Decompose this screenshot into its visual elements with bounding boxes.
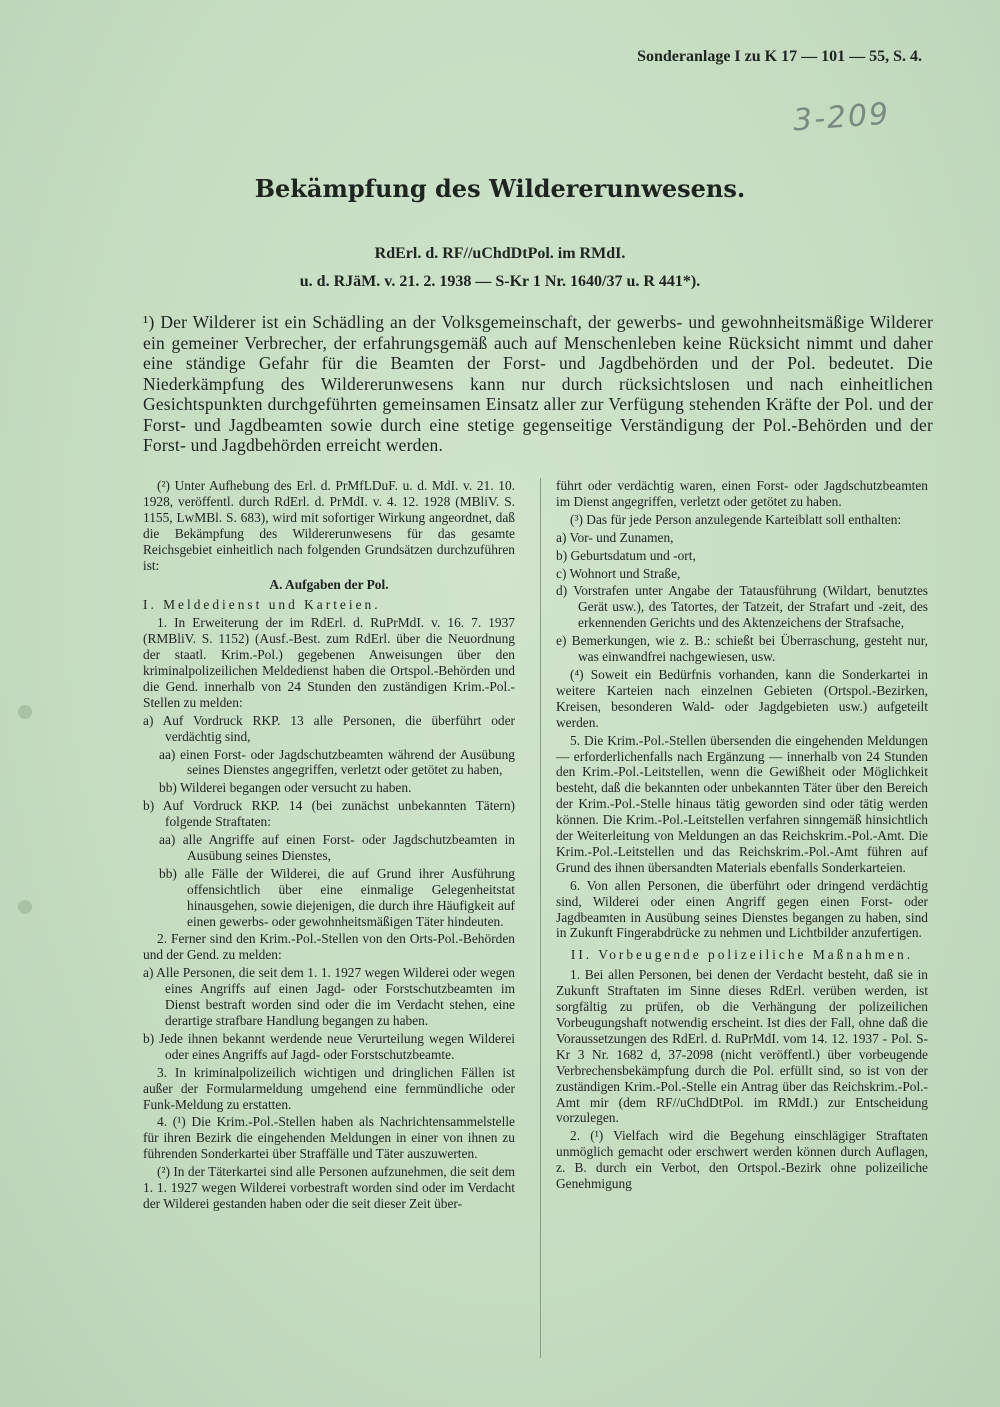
right-column: [556, 478, 928, 1194]
paragraph-3: 3. In kriminalpolizeilich wichtigen und dringlichen Fällen ist außer der Formularmeldung umgehend eine fernmündliche oder Funk-Meldung zu erstatten.: [143, 1064, 515, 1112]
card-item-a: a) Vor- und Zunamen,: [556, 529, 674, 545]
list-item-2a: a) Alle Personen, die seit dem 1. 1. 1927 wegen Wilderei oder wegen eines Angriffs auf einen Jagd- oder Forstschutzbeamten im Dienst bestraft worden sind oder die im Verdacht stehen, eine derartige strafbare Handlung begangen zu haben.: [143, 965, 515, 1028]
decree-line-1: RdErl. d. RF//uChdDtPol. im RMdI.: [374, 245, 626, 262]
left-column: [143, 478, 515, 1214]
list-item-b: b) Auf Vordruck RKP. 14 (bei zunächst unbekannten Tätern) folgende Straftaten:: [143, 798, 515, 830]
punch-hole-mark: [18, 705, 32, 719]
list-item-aa: aa) einen Forst- oder Jagdschutzbeamten während der Ausübung seines Dienstes angegriffen, verletzt oder getötet zu haben,: [159, 746, 515, 778]
subsection-ii-heading: II. Vorbeugende polizeiliche Maßnahmen.: [570, 947, 914, 963]
paragraph-5: 5. Die Krim.-Pol.-Stellen übersenden die eingehenden Meldungen — erforderlichenfalls nach Ergänzung — innerhalb von 24 Stunden den Krim.-Pol.-Leitstellen, wenn die Gewißheit oder Möglichkeit besteht, daß die bekannten oder unbekannten Täter über den Bereich der Krim.-Pol.-Stelle hinaus tätig geworden sind oder tätig werden können. Die Krim.-Pol.-Leitstellen verfahren sinngemäß hinsichtlich der Weiterleitung von Meldungen an das Reichskrim.-Pol.-Amt. Die Krim.-Pol.-Leitstellen und das Reichskrim.-Pol.-Amt führen auf Grund des ihnen übersandten Materials ebenfalls Sonderkarteien.: [556, 732, 928, 875]
card-item-c: c) Wohnort und Straße,: [556, 565, 681, 581]
paragraph-4: 4. (¹) Die Krim.-Pol.-Stellen haben als Nachrichtensammelstelle für ihren Bezirk die eingehenden Meldungen in einer von ihnen zu führenden Sonderkartei über Straffälle und Täter auszuwerten.: [143, 1114, 515, 1162]
list-item-bb: bb) Wilderei begangen oder versucht zu haben.: [159, 780, 412, 796]
card-item-b: b) Geburtsdatum und -ort,: [556, 547, 696, 563]
column-divider: [540, 478, 541, 1358]
card-item-e: e) Bemerkungen, wie z. B.: schießt bei Überraschung, gesteht nur, was einwandfrei nachgewiesen, usw.: [556, 633, 928, 665]
card-item-d: d) Vorstrafen unter Angabe der Tatausführung (Wildart, benutztes Gerät usw.), des Tatortes, der Tatzeit, der Strafart und -zeit, des erkennenden Gerichts und des Aktenzeichens der Strafsache,: [556, 583, 928, 631]
paragraph-ii-2: 2. (¹) Vielfach wird die Begehung einschlägiger Straftaten unmöglich gemacht oder erschwert werden können durch Auflagen, z. B. durch ein Verbot, den Ortspol.-Bezirk ohne polizeiliche Genehmigung: [556, 1128, 928, 1192]
section-a-heading: A. Aufgaben der Pol.: [269, 577, 389, 593]
header-reference: Sonderanlage I zu K 17 — 101 — 55, S. 4.: [637, 48, 922, 65]
list-item-2b: b) Jede ihnen bekannt werdende neue Verurteilung wegen Wilderei oder eines Angriffs auf Jagd- oder Forstschutzbeamte.: [143, 1030, 515, 1062]
paragraph-2: 2. Ferner sind den Krim.-Pol.-Stellen von den Orts-Pol.-Behörden und der Gend. zu melden:: [143, 931, 515, 963]
continuation-paragraph: führt oder verdächtig waren, einen Forst- oder Jagdschutzbeamten im Dienst angegriffen, verletzt oder getötet zu haben.: [556, 478, 928, 509]
list-item-b-aa: aa) alle Angriffe auf einen Forst- oder Jagdschutzbeamten in Ausübung seines Dienstes,: [159, 832, 515, 863]
preamble-paragraph: ¹) Der Wilderer ist ein Schädling an der Volksgemeinschaft, der gewerbs- und gewohnheitsmäßige Wilderer ein gemeiner Verbrecher, der erfahrungsgemäß auch auf Menschenleben keine Rücksicht nimmt und daher eine ständige Gefahr für die Beamten der Forst- und Jagdbehörden und der Pol. bedeutet. Die Niederkämpfung des Wildererunwesens kann nur durch rücksichtslosen und nach einheitlichen Gesichtspunkten durchgeführten gemeinsamen Einsatz aller zur Verfügung stehenden Kräfte der Pol. und der Forst- und Jagdbeamten sowie durch eine stetige gegenseitige Verständigung der Pol.-Behörden und der Forst- und Jagdbehörden erreicht werden.: [143, 312, 933, 455]
paragraph-6: 6. Von allen Personen, die überführt oder dringend verdächtig sind, Wilderei oder einen Angriff gegen einen Forst- oder Jagdbeamten in Ausübung seines Dienstes begangen zu haben, sind in Zukunft Fingerabdrücke zu nehmen und Lichtbilder anzufertigen.: [556, 877, 928, 941]
intro-paragraph: (²) Unter Aufhebung des Erl. d. PrMfLDuF. u. d. MdI. v. 21. 10. 1928, veröffentl. durch RdErl. d. PrMdI. v. 4. 12. 1928 (MBliV. S. 1155, LwMBl. S. 683), wird mit sofortiger Wirkung angeordnet, daß die Bekämpfung des Wildererunwesens für das gesamte Reichsgebiet einheitlich nach folgenden Grundsätzen durchzuführen ist:: [143, 478, 515, 573]
paragraph-1: 1. In Erweiterung der im RdErl. d. RuPrMdI. v. 16. 7. 1937 (RMBliV. S. 1152) (Ausf.-Best. zum RdErl. über die Neuordnung der staatl. Krim.-Pol.) gegebenen Anweisungen über den kriminalpolizeilichen Meldedienst haben die Ortspol.-Behörden und die Gend. innerhalb von 24 Stunden den zuständigen Krim.-Pol.-Stellen zu melden:: [143, 615, 515, 710]
list-item-b-bb: bb) alle Fälle der Wilderei, die auf Grund ihrer Ausführung offensichtlich über eine einmalige Gelegenheitstat hinausgehen, sowie diejenigen, die durch ihre Häufigkeit auf einen gewerbs- oder gewohnheitsmäßigen Täter hindeuten.: [159, 865, 515, 929]
decree-reference: [0, 240, 1000, 296]
document-title: Bekämpfung des Wildererunwesens.: [254, 174, 746, 203]
punch-hole-mark: [18, 900, 32, 914]
subsection-i-heading: I. Meldedienst und Karteien.: [143, 597, 381, 613]
decree-line-2: u. d. RJäM. v. 21. 2. 1938 — S-Kr 1 Nr. 1640/37 u. R 441*).: [299, 273, 701, 290]
paragraph-4-4: (⁴) Soweit ein Bedürfnis vorhanden, kann die Sonderkartei in weitere Karteien nach einzelnen Gebieten (Ortspol.-Bezirken, Kreisen, besonderen Wald- oder Jagdgebieten usw.) aufgeteilt werden.: [556, 666, 928, 730]
handwritten-archive-note: 3-209: [791, 96, 892, 139]
paragraph-4-2: (²) In der Täterkartei sind alle Personen aufzunehmen, die seit dem 1. 1. 1927 wegen Wilderei vorbestraft worden sind oder im Verdacht der Wilderei gestanden haben oder die seit dieser Zeit über-: [143, 1164, 515, 1211]
paragraph-4-3: (³) Das für jede Person anzulegende Karteiblatt soll enthalten:: [570, 511, 902, 527]
list-item-a: a) Auf Vordruck RKP. 13 alle Personen, die überführt oder verdächtig sind,: [143, 712, 515, 744]
paragraph-ii-1: 1. Bei allen Personen, bei denen der Verdacht besteht, daß sie in Zukunft Straftaten im Sinne dieses RdErl. verüben werden, ist sorgfältig zu prüfen, ob die Verhängung der polizeilichen Vorbeugungshaft notwendig erscheint. Ist dies der Fall, ohne daß die Voraussetzungen des RdErl. d. RuPrMdI. vom 14. 12. 1937 - Pol. S-Kr 3 Nr. 1682 d, 37-2098 (nicht veröffentl.) über vorbeugende Verbrechensbekämpfung durch die Pol. erfüllt sind, so ist von der zuständigen Krim.-Pol.-Stelle ein Antrag über das Reichskrim.-Pol.-Amt mir (dem RF//uChdDtPol. im RMdI.) zur Entscheidung vorzulegen.: [556, 967, 928, 1126]
